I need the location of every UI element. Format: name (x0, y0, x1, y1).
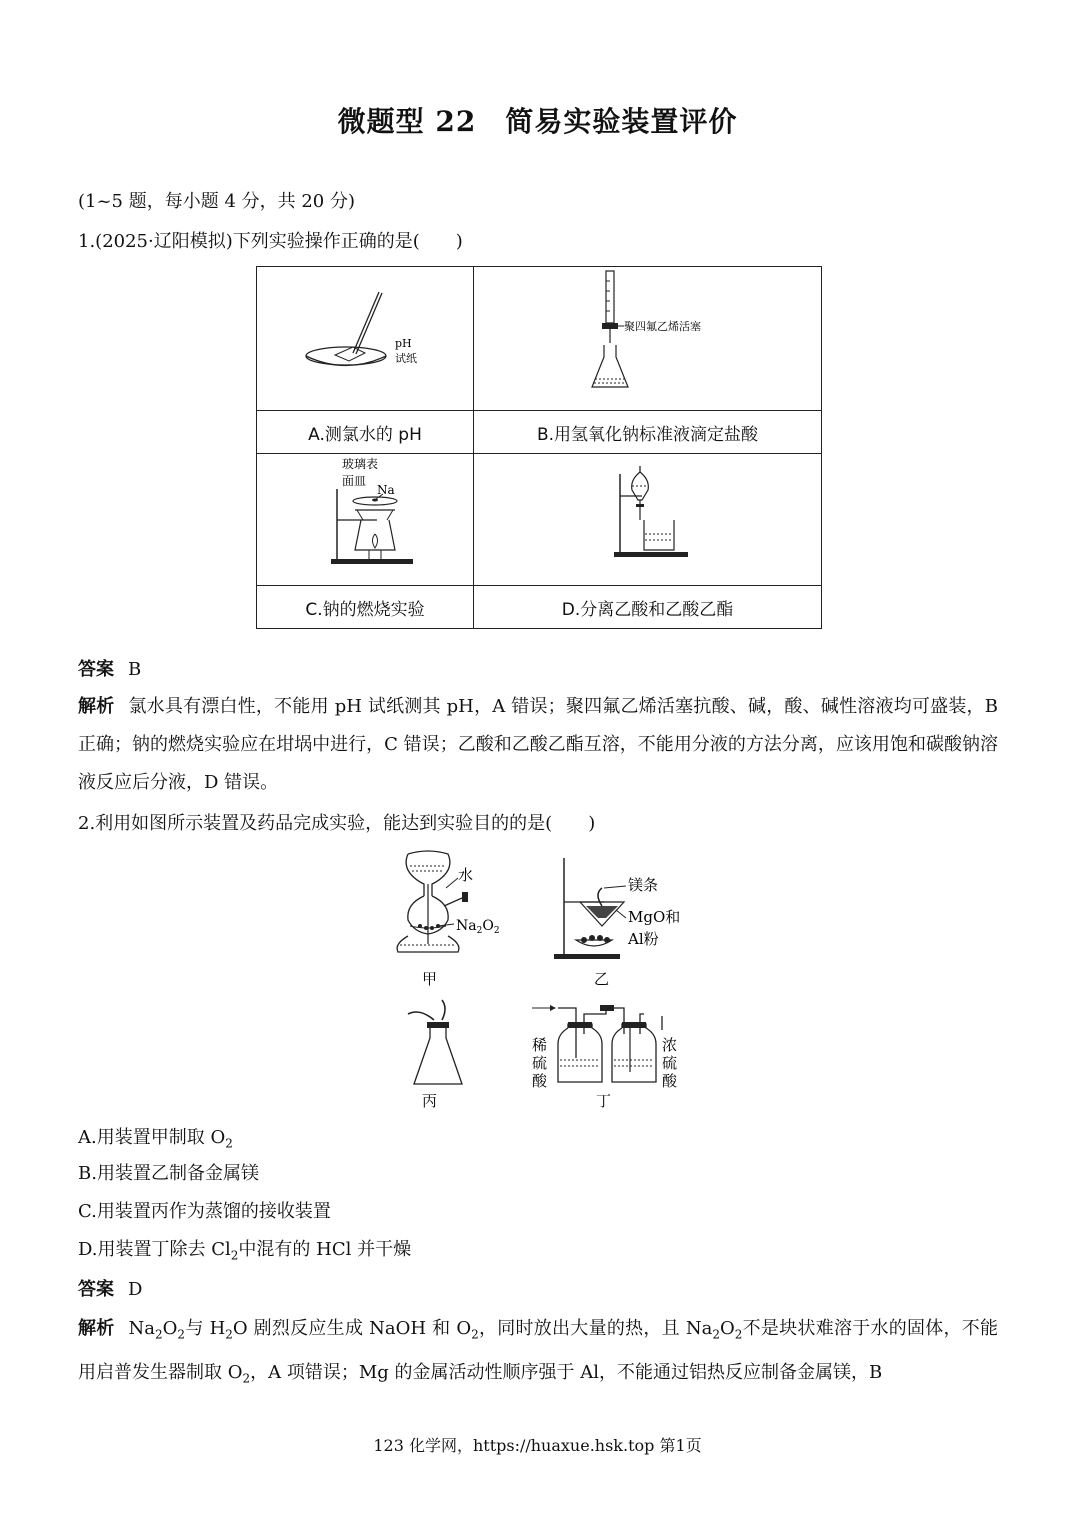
apparatus-yi-name: 乙 (594, 970, 610, 988)
q1-answer (78, 658, 141, 682)
test-paper-label: 试纸 (395, 352, 417, 365)
caption-b: B.用氢氧化钠标准液滴定盐酸 (474, 411, 822, 454)
q2-analysis (78, 1310, 998, 1397)
option-d-text: D.用装置丁除去 Cl (78, 1239, 231, 1260)
option-a (78, 1126, 233, 1156)
score-note: (1~5 题，每小题 4 分，共 20 分) (78, 191, 355, 212)
analysis-part: ，同时放出大量的热，且 Na (478, 1318, 713, 1339)
o-text: O (482, 918, 494, 934)
option-d-sub: 2 (230, 1248, 239, 1263)
q1-analysis (78, 688, 998, 802)
analysis-part: ，A 项错误；Mg 的金属活动性顺序强于 Al，不能通过铝热反应制备金属镁，B (250, 1361, 883, 1383)
water-label: 水 (458, 866, 474, 884)
conc-acid-1: 浓 (662, 1036, 678, 1054)
dilute-acid-3: 酸 (532, 1072, 548, 1090)
question-2-figure (380, 848, 700, 1116)
option-a-sub: 2 (225, 1136, 233, 1151)
apparatus-jia (397, 851, 499, 988)
analysis-sub: 2 (155, 1327, 163, 1342)
na-text: Na (456, 918, 477, 934)
option-c: C.用装置丙作为蒸馏的接收装置 (78, 1201, 331, 1222)
watch-glass-label-1: 玻璃表 (342, 457, 379, 471)
caption-a: A.测氯水的 pH (257, 411, 474, 454)
sub-2-a: 2 (476, 926, 483, 936)
conc-acid-2: 硫 (662, 1054, 678, 1072)
na2o2-label (456, 918, 500, 936)
analysis-text: 氯水具有漂白性，不能用 pH 试纸测其 pH，A 错误；聚四氟乙烯活塞抗酸、碱，酸、碱性溶液均可盛装，B 正确；钠的燃烧实验应在坩埚中进行，C 错误；乙酸和乙酸乙酯互溶，不能用分液的方法分离，应该用饱和碳酸钠溶液反应后分液，D 错误。 (78, 696, 998, 793)
apparatus-jia-name: 甲 (422, 970, 438, 988)
analysis-sub: 2 (225, 1327, 233, 1342)
figure-c-sodium-combustion (257, 454, 473, 581)
answer-value: D (128, 1279, 143, 1300)
figure-b-cell (474, 267, 822, 411)
caption-d: D.分离乙酸和乙酸乙酯 (474, 586, 822, 629)
question-2-stem: 2.利用如图所示装置及药品完成实验，能达到实验目的的是( ) (78, 813, 596, 834)
question-1-stem: 1.(2025·辽阳模拟)下列实验操作正确的是( ) (78, 231, 463, 252)
q2-answer (78, 1278, 142, 1302)
answer-value: B (128, 659, 142, 680)
option-b: B.用装置乙制备金属镁 (78, 1163, 259, 1184)
apparatus-ding (532, 1005, 678, 1110)
dilute-acid-2: 硫 (532, 1054, 548, 1072)
figure-c-cell (257, 454, 474, 586)
analysis-sub: 2 (471, 1327, 479, 1342)
watch-glass-label-2: 面皿 (342, 474, 367, 488)
option-d-text-end: 中混有的 HCl 并干燥 (238, 1239, 412, 1260)
apparatus-ding-name: 丁 (596, 1092, 612, 1110)
option-d (78, 1238, 411, 1268)
analysis-part: 不是块状难溶于水的固体，不能用启普发生器制取 O (78, 1318, 999, 1383)
page-footer: 123 化学网，https://huaxue.hsk.top 第1页 (373, 1436, 702, 1455)
question-1-table (256, 266, 822, 629)
analysis-sub: 2 (242, 1371, 251, 1386)
analysis-part: O (162, 1318, 178, 1339)
apparatus-bing-name: 丙 (422, 1092, 438, 1110)
analysis-part: 与 H (185, 1318, 226, 1339)
analysis-part: Na (128, 1318, 156, 1339)
apparatus-yi (554, 858, 680, 988)
al-powder-label: Al粉 (628, 930, 659, 948)
caption-c: C.钠的燃烧实验 (257, 586, 474, 629)
apparatus-bing (408, 1000, 462, 1110)
analysis-label: 解析 (78, 1318, 115, 1339)
conc-acid-3: 酸 (662, 1072, 678, 1090)
dilute-acid-1: 稀 (532, 1036, 548, 1054)
sodium-label: Na (377, 483, 395, 497)
analysis-label: 解析 (78, 696, 115, 717)
ph-label: pH (395, 337, 412, 350)
ptfe-stopcock-label: 聚四氟乙烯活塞 (624, 320, 701, 333)
figure-a-cell (257, 267, 474, 411)
option-a-text: A.用装置甲制取 O (78, 1127, 226, 1148)
answer-label: 答案 (78, 1279, 114, 1300)
figure-a-ph-test (257, 267, 473, 406)
analysis-sub: 2 (177, 1327, 186, 1342)
sub-2-b: 2 (493, 926, 500, 936)
figure-d-cell (474, 454, 822, 586)
figure-b-titration (474, 267, 821, 406)
mg-ribbon-label: 镁条 (628, 876, 659, 894)
analysis-sub: 2 (734, 1327, 743, 1342)
figure-d-separation (474, 454, 821, 581)
analysis-part: O 剧烈反应生成 NaOH 和 O (232, 1318, 472, 1339)
analysis-part: O (719, 1318, 735, 1339)
page-title: 微题型 22 简易实验装置评价 (337, 105, 738, 138)
answer-label: 答案 (78, 659, 114, 680)
mgo-label: MgO和 (628, 908, 681, 926)
analysis-sub: 2 (712, 1327, 720, 1342)
